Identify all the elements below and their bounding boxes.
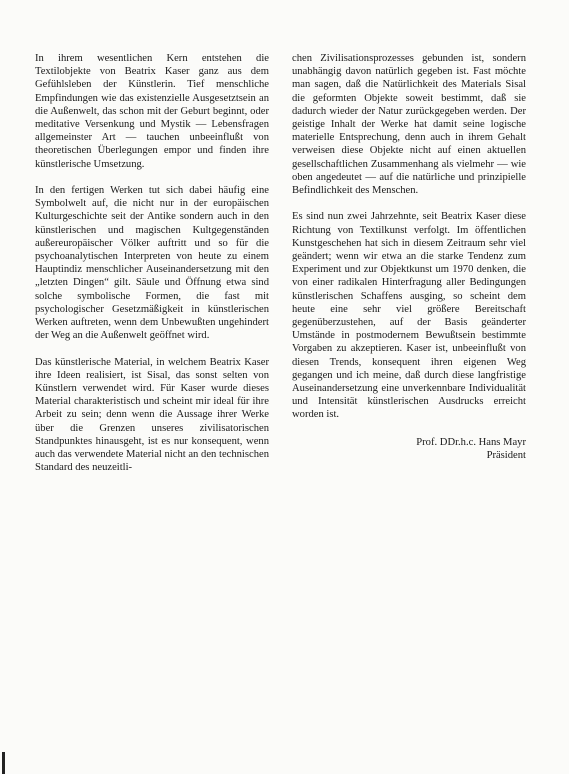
signature-name: Prof. DDr.h.c. Hans Mayr xyxy=(416,436,526,448)
left-text-column xyxy=(35,52,269,488)
signature-title: Präsident xyxy=(486,449,526,461)
paragraph: Das künstlerische Material, in welchem Beatrix Kaser ihre Ideen realisiert, ist Sisal, das sonst selten von Künstlern verwendet wird. Für Kaser wurde dieses Material charakteristisch und scheint mir ideal für ihre Arbeit zu sein; denn wenn die Aussage ihrer Werke über die Grenzen unseres zivilisatorischen Standpunktes hinausgeht, ist es nur konsequent, wenn auch das verwendete Material nicht an den technischen Standard des neuzeitli- xyxy=(35,356,269,474)
paragraph: In den fertigen Werken tut sich dabei häufig eine Symbolwelt auf, die nicht nur in der europäischen Kulturgeschichte seit der Antike sondern auch in den künstlerischen und magischen Kultgegenständen außereuropäischer Völker auftritt und so für die psychoanalytischen Interpreten von heute zu einem Hauptindiz menschlicher Auseinandersetzung mit den „letzten Dingen“ gilt. Säule und Öffnung etwa sind solche symbolische Formen, die fast mit psychologischer Gesetzmäßigkeit in künstlerischen Werken auftreten, wenn dem Unbewußten ungehindert der Weg an die Außenwelt geöffnet wird. xyxy=(35,185,269,342)
scan-edge-mark xyxy=(2,752,5,774)
right-text-column xyxy=(292,52,526,462)
paragraph: In ihrem wesentlichen Kern entstehen die Textilobjekte von Beatrix Kaser ganz aus dem Gefühlsleben der Künstlerin. Tief menschliche Empfindungen wie das existenzielle Ausgesetztsein an die Außenwelt, das schon mit der Geburt beginnt, oder meditative Versenkung und Mystik — Lebensfragen allgemeinster Art — tauchen unbeeinflußt von theoretischen Überlegungen empor und finden ihre künstlerische Umsetzung. xyxy=(35,53,269,170)
paragraph: Es sind nun zwei Jahrzehnte, seit Beatrix Kaser diese Richtung von Textilkunst verfolgt. Im öffentlichen Kunstgeschehen hat sich in diesem Zeitraum sehr viel geändert; wenn wir etwa an die starke Tendenz zum Experiment und zur Objektkunst um 1970 denken, die von einer radikalen Hinterfragung aller Bedingungen künstlerischen Schaffens ausging, so scheint dem heute eine sehr viel größere Bereitschaft gegenüberzustehen, auf der Basis geänderter Umstände in postmodernem Bewußtsein bestimmte Vorgaben zu akzeptieren. Kaser ist, unbeeinflußt von diesen Trends, konsequent ihren eigenen Weg gegangen und ich meine, daß durch diese langfristige Auseinandersetzung eine unverkennbare Individualität und Intensität künstlerischen Ausdrucks erreicht worden ist. xyxy=(292,211,526,421)
signature-block xyxy=(292,436,526,462)
paragraph: chen Zivilisationsprozesses gebunden ist, sondern unabhängig davon natürlich gegeben ist. Fast möchte man sagen, daß die Natürlichkeit des Materials Sisal die geformten Objekte soweit bestimmt, daß sie dadurch wieder der Natur zurückgegeben werden. Der geistige Inhalt der Werke hat damit seine logische materielle Entsprechung, denn auch in ihrem Gehalt verweisen diese Objekte nicht auf einen aktuellen gesellschaftlichen Zusammenhang als vielmehr — wie oben angedeutet — auf die natürliche und prinzipielle Befindlichkeit des Menschen. xyxy=(292,53,526,197)
